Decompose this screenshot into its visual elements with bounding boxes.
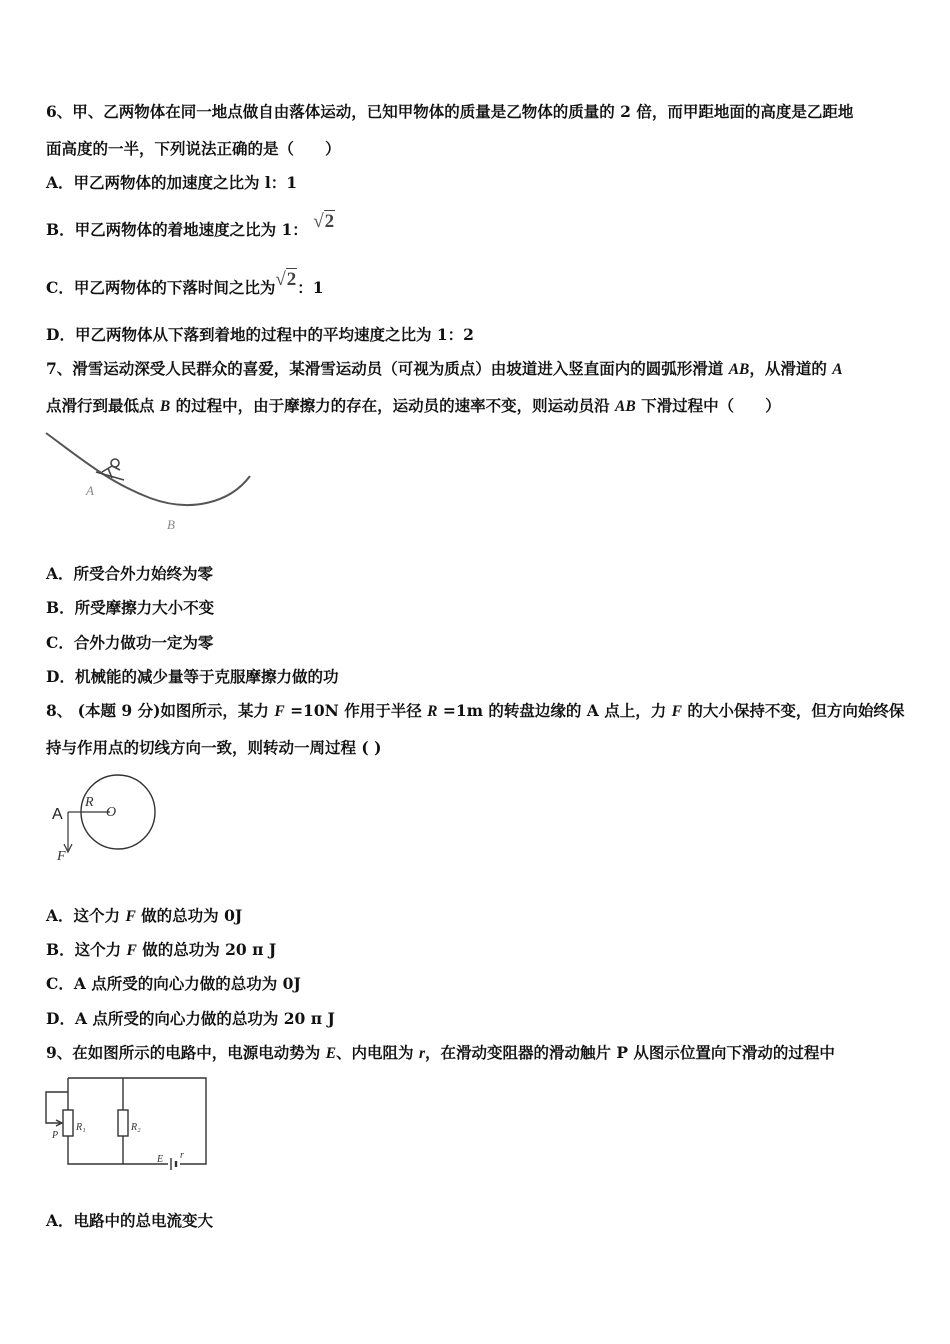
q8-option-d: D．A 点所受的向心力做的总功为 20 π J: [46, 1009, 335, 1028]
q8-stem-line2: 持与作用点的切线方向一致，则转动一周过程 ( ): [46, 738, 382, 757]
q6-option-b-sqrt: [313, 211, 335, 232]
center-label: O: [106, 805, 117, 820]
q8-var-r: R: [427, 703, 438, 720]
q6-stem-line1: 6、甲、乙两物体在同一地点做自由落体运动，已知甲物体的质量是乙物体的质量的 2 倍，而甲距地面的高度是乙距地: [46, 102, 854, 121]
q8-option-c: C．A 点所受的向心力做的总功为 0J: [46, 974, 301, 993]
q9-stem-text: 9、在如图所示的电路中，电源电动势为: [46, 1043, 326, 1062]
point-b-label: B: [167, 517, 175, 532]
q7-stem-line1: [46, 358, 910, 381]
q8-stem-text: =1m 的转盘边缘的 A 点上，力: [437, 701, 672, 720]
q9-stem-text: 、内电阻为: [336, 1043, 419, 1062]
point-a-label: A: [86, 483, 94, 498]
q6-option-b-text: B．甲乙两物体的着地速度之比为 1：: [46, 220, 308, 239]
q6-option-c-radicand: 2: [286, 269, 297, 290]
q8-turntable-figure: [48, 770, 158, 870]
q6-option-c: [46, 269, 910, 299]
q7-stem-text: 下滑过程中（ ）: [635, 396, 781, 415]
q7-stem-line2: [46, 395, 910, 418]
resistor-r1: [63, 1110, 73, 1136]
skier-icon: [96, 459, 124, 480]
q9-var-e: E: [325, 1045, 337, 1062]
q6-option-b: [46, 211, 910, 241]
q8-stem-text: =10N 作用于半径: [284, 701, 428, 720]
ski-track-arc: [46, 433, 250, 505]
resistor-r2: [118, 1110, 128, 1136]
circuit-wire-outer: [68, 1078, 206, 1164]
q9-circuit-figure: [40, 1072, 220, 1172]
q6-option-d: D．甲乙两物体从下落到着地的过程中的平均速度之比为 1：2: [46, 325, 474, 344]
q7-var-ab: AB: [728, 361, 750, 378]
q8-stem-text: 的大小保持不变，但方向始终保: [681, 701, 905, 720]
q7-stem-text: 的过程中，由于摩擦力的存在，运动员的速率不变，则运动员沿: [170, 396, 616, 415]
q7-var-b: B: [159, 398, 171, 415]
q8-var-f: F: [671, 703, 682, 720]
q9-var-r: r: [418, 1045, 425, 1062]
q8-stem-line1: [46, 700, 910, 723]
q7-option-c: C．合外力做功一定为零: [46, 633, 214, 652]
q8-option-b: [46, 939, 910, 962]
q6-option-b-radicand: 2: [324, 211, 335, 232]
q7-stem-text: ，从滑道的: [749, 359, 833, 378]
q6-option-b-radical: √: [313, 211, 324, 232]
q7-stem-text: 点滑行到最低点: [46, 396, 160, 415]
q7-ski-slope-figure: [40, 428, 260, 538]
q8-var-f: F: [274, 703, 285, 720]
force-label: F: [57, 849, 66, 864]
q7-var-ab: AB: [615, 398, 636, 415]
q9-stem-text: ，在滑动变阻器的滑动触片 P 从图示位置向下滑动的过程中: [424, 1043, 835, 1062]
q7-option-d: D．机械能的减少量等于克服摩擦力做的功: [46, 667, 339, 686]
q8-var-f: F: [125, 908, 136, 925]
radius-label: R: [85, 795, 94, 810]
resistor-r1-label: R₁: [76, 1122, 86, 1133]
q8-option-b-text: 做的总功为 20 π J: [136, 940, 277, 959]
q7-stem-text: 7、滑雪运动深受人民群众的喜爱，某滑雪运动员（可视为质点）由坡道进入竖直面内的圆弧形滑道: [46, 359, 729, 378]
battery-e-label: E: [157, 1154, 164, 1165]
q9-option-a: A．电路中的总电流变大: [46, 1211, 214, 1230]
point-a-label: A: [52, 806, 63, 823]
q8-option-a: [46, 905, 910, 928]
q6-option-a: A．甲乙两物体的加速度之比为 l：1: [46, 173, 298, 192]
q8-option-b-text: B．这个力: [46, 940, 127, 959]
battery-r-label: r: [180, 1150, 184, 1161]
q8-option-a-text: 做的总功为 0J: [135, 906, 243, 925]
q7-option-a: A．所受合外力始终为零: [46, 564, 214, 583]
q9-stem: [46, 1042, 910, 1065]
q7-var-a: A: [832, 361, 843, 378]
q6-option-c-text: C．甲乙两物体的下落时间之比为: [46, 278, 276, 297]
q6-stem-line2: 面高度的一半，下列说法正确的是（ ）: [46, 139, 341, 158]
q8-var-f: F: [126, 942, 137, 959]
slider-p-label: P: [52, 1130, 59, 1141]
q8-stem-text: 8、 (本题 9 分)如图所示，某力: [46, 701, 275, 720]
q6-option-c-radical: √: [275, 269, 286, 290]
resistor-r2-label: R₂: [131, 1122, 141, 1133]
q6-option-c-sqrt: [275, 269, 297, 290]
q8-option-a-text: A．这个力: [46, 906, 126, 925]
q7-option-b: B．所受摩擦力大小不变: [46, 598, 215, 617]
q6-option-c-ratio: ：1: [297, 278, 324, 297]
